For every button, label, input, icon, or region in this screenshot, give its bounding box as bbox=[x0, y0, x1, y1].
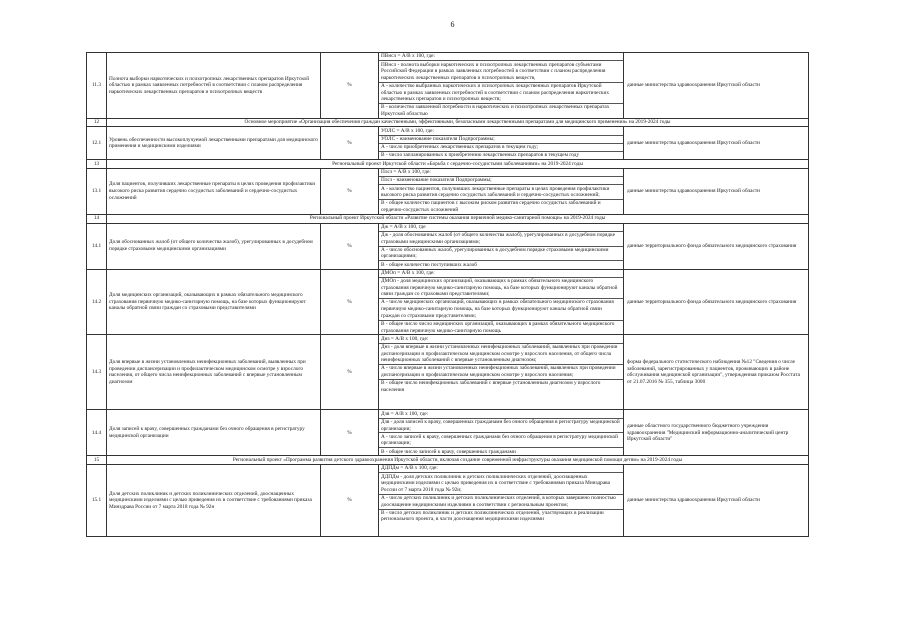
data-source: данные областного государственного бюджетного учреждения здравоохранения "Медицинский информационно-аналитический центр Иркутской области" bbox=[624, 410, 809, 456]
formula-line: А - число медицинских организаций, оказывающих в рамках обязательного медицинского страхования первичную медико-санитарную помощь, на базе которых функционируют каналы обратной связи граждан со страховыми представителями; bbox=[379, 299, 623, 320]
unit-cell: % bbox=[321, 269, 379, 335]
row-number: 14 bbox=[87, 214, 107, 223]
formula-line: Дж - доля обоснованных жалоб (от общего количества жалоб), урегулированных в досудебном порядке страховыми медицинскими организациями; bbox=[379, 232, 623, 247]
indicators-table bbox=[86, 52, 809, 537]
row-number: 15 bbox=[87, 456, 107, 465]
unit-cell: % bbox=[321, 335, 379, 410]
table-row bbox=[87, 335, 809, 410]
indicator-name: Уровень обеспеченности высокоплучуемой лекарственными препаратами для медицинского применения и медицинскими изделиями bbox=[107, 127, 321, 160]
unit-cell: % bbox=[321, 53, 379, 119]
formula-line: В - общее число неинфекционных заболеваний с впервые установленным диагнозом у взрослого населения bbox=[381, 380, 601, 393]
formula-line: В - общее число число медицинских организаций, оказывающих в рамках обязательного медицинского страхования первичную медико-санитарную помощь bbox=[381, 320, 615, 334]
page-number: 6 bbox=[450, 20, 455, 29]
formula-line: А - число приобретенных лекарственных препаратов в текущем году; bbox=[379, 144, 623, 152]
formula-line: Плсз = А/В х 100, где: bbox=[379, 169, 623, 177]
formula-line: Днз - доля впервые в жизни установленных неинфекционных заболеваний, выявленных при проведении диспансеризации и профилактическом медицинском осмотре у взрослого населения, от общего числа неинфекционных заболеваний с впервые установленным диагнозом; bbox=[379, 344, 623, 365]
formula-line: ДМОп - доля медицинских организаций, оказывающих в рамках обязательного медицинского страхования первичную медико-санитарную помощь, на базе которых функционируют каналы обратной связи граждан со страховыми представителями; bbox=[379, 278, 623, 299]
section-row bbox=[87, 160, 809, 169]
data-source: форма федерального статистического наблюдения №12 "Сведения о числе заболеваний, зарегистрированных у пациентов, проживающих в районе обслуживания медицинской организации", утвержденная приказом Росстата от 21.07.2016 № 355, таблица 3000 bbox=[624, 335, 809, 410]
row-number: 11.3 bbox=[87, 53, 107, 119]
unit-cell: % bbox=[321, 465, 379, 537]
formula-cell bbox=[379, 53, 624, 119]
formula-line: В - общее количество пациентов с высоким риском развития сердечно сосудистых заболеваний и сердечно-сосудистых осложнений bbox=[381, 200, 601, 214]
indicator-name: Доля впервые в жизни установленных неинфекционных заболеваний, выявленных при проведении диспансеризации и профилактическом медицинском осмотре у взрослого населения, от общего числа неинфекционных заболеваний с впервые установленным диагнозом bbox=[107, 335, 321, 410]
section-title: Региональный проект Иркутской области «Развитие системы оказания первичной медико-санитарной помощи» на 2019-2024 годы bbox=[107, 214, 809, 223]
row-number: 13 bbox=[87, 160, 107, 169]
row-number: 14.2 bbox=[87, 269, 107, 335]
unit-cell: % bbox=[321, 410, 379, 456]
formula-line: А - число впервые в жизни установленных неинфекционных заболеваний, выявленных при проведении диспансеризации и профилактическом медицинском осмотре у взрослого населения; bbox=[379, 365, 623, 380]
row-number: 14.1 bbox=[87, 223, 107, 269]
indicator-name: Доля детских поликлиник и детских поликлинических отделений, дооснащенных медицинскими изделиями с целью приведения их в соответствие с требованиями приказа Минздрава России от 7 марта 2018 года № 92н bbox=[107, 465, 321, 537]
formula-cell bbox=[379, 465, 624, 537]
formula-line: ДДПДм = А/В х 100, где: bbox=[379, 465, 623, 473]
formula-line: А - число записей к врачу, совершенных гражданами без очного обращения в регистратуру медицинской организации; bbox=[379, 433, 623, 448]
indicator-name: Полнота выборки наркотических и психотропных лекарственных препаратов Иркутской областью в рамках заявленных потребностей в соответствии с планом распределения наркотических лекарственных препаратов и психотропных веществ bbox=[107, 53, 321, 119]
formula-line: Дж = А/В х 100, где bbox=[379, 224, 623, 232]
formula-line: Плсз - наименование показателя Подпрограммы; bbox=[379, 177, 623, 185]
section-title: Региональный проект Иркутской области «Борьба с сердечно-сосудистыми заболеваниями» на 2019-2024 годы bbox=[107, 160, 809, 169]
table-row bbox=[87, 168, 809, 214]
formula-line: ПВнсл - полнота выборки наркотических и психотропных лекарственных препаратов субъектами Российской Федерации в рамках заявленных потребностей в соответствии с планом распределения наркотических лекарственных препаратов и психотропных веществ, bbox=[379, 61, 623, 82]
formula-line: А - количество выбранных наркотических и психотропных лекарственных препаратов Иркутской областью в рамках заявленных потребностей в соответствии с планом распределения наркотических лекарственных препаратов и психотропных веществ; bbox=[379, 83, 623, 104]
formula-line: ПВнсл = А/В х 100, где: bbox=[379, 53, 623, 61]
indicator-name: Доля обоснованных жалоб (от общего количества жалоб), урегулированных в досудебном порядке страховыми медицинскими организациями bbox=[107, 223, 321, 269]
formula-line: ДДПДм - доля детских поликлиник и детских поликлинических отделений, дооснащенных медицинскими изделиями с целью приведения их в соответствие с требованиями приказа Минздрава России от 7 марта 2018 года № 92н; bbox=[379, 473, 623, 494]
formula-line: Дзв - доля записей к врачу, совершенных гражданами без очного обращения в регистратуру медицинской организации; bbox=[379, 419, 623, 434]
formula-cell bbox=[379, 168, 624, 214]
formula-cell bbox=[379, 269, 624, 335]
table-row bbox=[87, 53, 809, 119]
formula-line: ДМОп = А/В х 100, где: bbox=[379, 270, 623, 278]
formula-line: Днз = А/В х 100, где: bbox=[379, 335, 623, 343]
formula-line: В - общее число записей к врачу, совершенных гражданами bbox=[381, 448, 516, 455]
row-number: 12.1 bbox=[87, 127, 107, 160]
row-number: 13.1 bbox=[87, 168, 107, 214]
unit-cell: % bbox=[321, 127, 379, 160]
data-source: данные министерства здравоохранения Иркутской области bbox=[624, 53, 809, 119]
formula-line: УОЛС - наименование показателя Подпрограммы; bbox=[379, 136, 623, 144]
indicator-name: Доля медицинских организаций, оказывающих в рамках обязательного медицинского страхования первичную медико-санитарную помощь, на базе которых функционируют каналы обратной связи граждан со страховыми представителями bbox=[107, 269, 321, 335]
formula-line: УОЛС = А/В х 100, где: bbox=[379, 127, 623, 135]
formula-line: В - число детских поликлиник и детских поликлинических отделений, участвующих в реализации регионального проекта, в части дооснащения медицинскими изделиями bbox=[381, 509, 604, 523]
unit-cell: % bbox=[321, 168, 379, 214]
data-source: данные министерства здравоохранения Иркутской области bbox=[624, 127, 809, 160]
formula-line: В - число запланированных к приобретению лекарственных препаратов в текущем году bbox=[381, 152, 580, 159]
formula-line: А - число детских поликлиник и детских поликлинических отделений, в которых завершено полностью дооснащение медицинскими изделиями в соответствии с региональным проектом; bbox=[379, 495, 623, 510]
formula-line: А - количество пациентов, получивших лекарственные препараты в целях проведения профилактики высокого риска развития сердечно сосудистых заболеваний и сердечно-сосудистых осложнений; bbox=[379, 185, 623, 200]
data-source: данные территориального фонда обязательного медицинского страхования bbox=[624, 223, 809, 269]
table-row bbox=[87, 269, 809, 335]
row-number: 14.4 bbox=[87, 410, 107, 456]
table-row bbox=[87, 410, 809, 456]
data-source: данные министерства здравоохранения Иркутской области bbox=[624, 465, 809, 537]
data-source: данные министерства здравоохранения Иркутской области bbox=[624, 168, 809, 214]
formula-cell bbox=[379, 127, 624, 160]
row-number: 12 bbox=[87, 118, 107, 127]
section-row bbox=[87, 214, 809, 223]
section-title: Региональный проект «Программа развития детского здравоохранения Иркутской области, включая создание современной инфраструктуры оказания медицинской помощи детям» на 2019-2024 годы bbox=[107, 456, 809, 465]
indicator-name: Доля записей к врачу, совершенных гражданами без очного обращения в регистратуру медицинской организации bbox=[107, 410, 321, 456]
row-number: 14.3 bbox=[87, 335, 107, 410]
section-row bbox=[87, 456, 809, 465]
table-row bbox=[87, 127, 809, 160]
formula-cell bbox=[379, 223, 624, 269]
unit-cell: % bbox=[321, 223, 379, 269]
formula-line: В - количество заявленной потребности в наркотических и психотропных лекарственных препаратах Иркутской областью bbox=[381, 104, 610, 117]
table-row bbox=[87, 223, 809, 269]
table-row bbox=[87, 465, 809, 537]
formula-cell bbox=[379, 335, 624, 410]
section-title: Основное мероприятие «Организация обеспечения граждан качественными, эффективными, безопасными лекарственными препаратами для медицинского применения» на 2019-2024 годы bbox=[107, 118, 809, 127]
formula-line: В - общее количество поступивших жалоб bbox=[381, 261, 477, 268]
formula-cell bbox=[379, 410, 624, 456]
formula-line: Дзв = А/В х 100, где: bbox=[379, 410, 623, 418]
row-number: 15.1 bbox=[87, 465, 107, 537]
indicator-name: Доля пациентов, получивших лекарственные препараты в целях проведения профилактики высокого риска развития сердечно сосудистых заболеваний и сердечно-сосудистых осложнений bbox=[107, 168, 321, 214]
formula-line: А - число обоснованных жалоб, урегулированных в досудебном порядке страховыми медицинскими организациями; bbox=[379, 247, 623, 262]
data-source: данные территориального фонда обязательного медицинского страхования bbox=[624, 269, 809, 335]
section-row bbox=[87, 118, 809, 127]
